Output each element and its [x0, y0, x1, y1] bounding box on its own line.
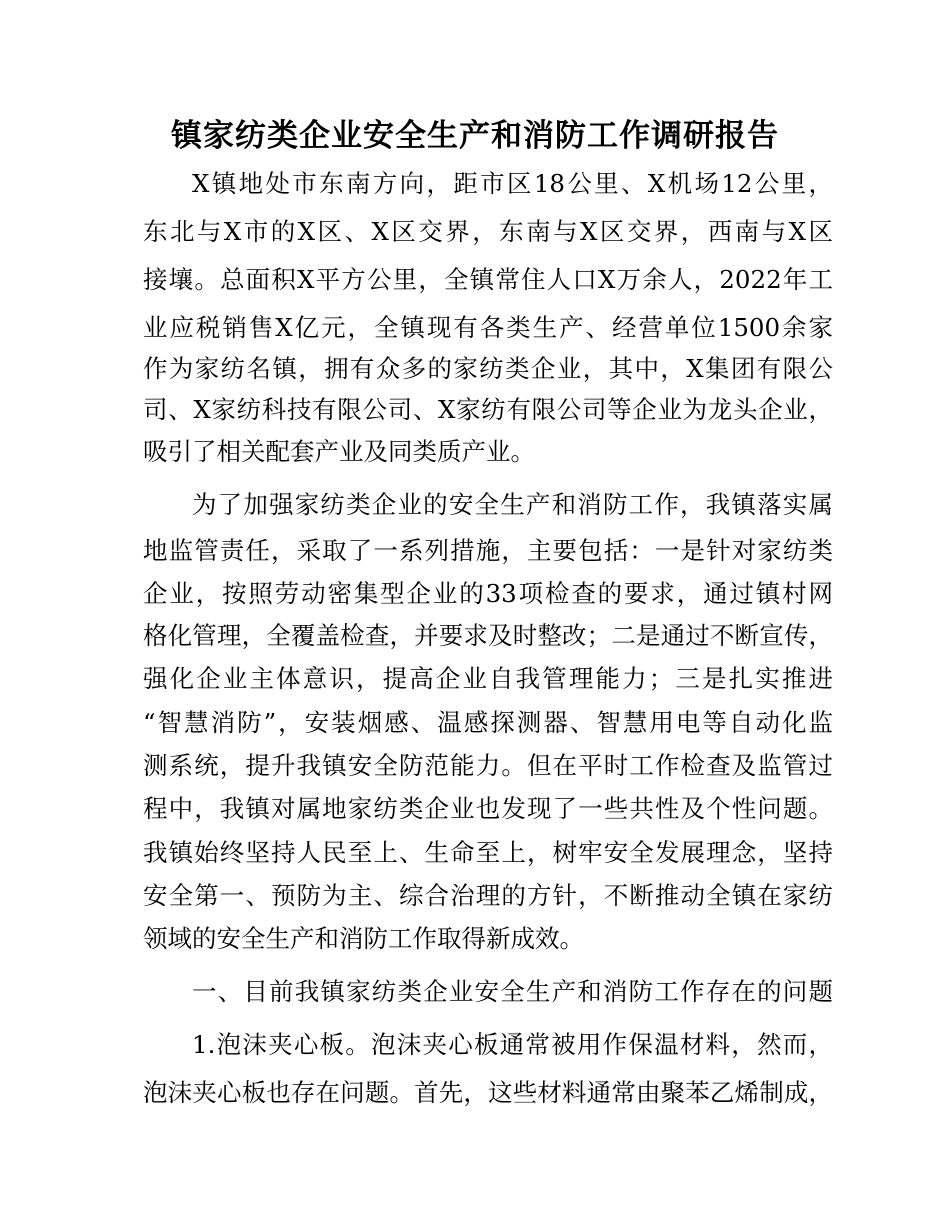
paragraph-line: 领域的安全生产和消防工作取得新成效。	[143, 924, 584, 953]
paragraph-line: 安全第一、预防为主、综合治理的方针，不断推动全镇在家纺	[143, 881, 833, 910]
paragraph-line: 接壤。总面积X平方公里，全镇常住人口X万余人，2022年工	[143, 265, 833, 294]
paragraph-line: 司、X家纺科技有限公司、X家纺有限公司等企业为龙头企业，	[143, 395, 833, 424]
paragraph-line: 1.泡沫夹心板。泡沫夹心板通常被用作保温材料，然而，	[192, 1030, 833, 1059]
paragraph-line: 企业，按照劳动密集型企业的33项检查的要求，通过镇村网	[143, 579, 833, 608]
paragraph-line: X镇地处市东南方向，距市区18公里、X机场12公里，	[192, 169, 833, 198]
paragraph-line: 测系统，提升我镇安全防范能力。但在平时工作检查及监管过	[143, 751, 833, 780]
paragraph-line: 强化企业主体意识，提高企业自我管理能力；三是扎实推进	[143, 664, 833, 693]
paragraph-line: 为了加强家纺类企业的安全生产和消防工作，我镇落实属	[192, 490, 833, 519]
paragraph-line: 东北与X市的X区、X区交界，东南与X区交界，西南与X区	[143, 217, 833, 246]
paragraph-line: “智慧消防”，安装烟感、温感探测器、智慧用电等自动化监	[143, 708, 833, 737]
paragraph-line: 格化管理，全覆盖检查，并要求及时整改；二是通过不断宣传，	[143, 621, 833, 650]
paragraph-line: 吸引了相关配套产业及同类质产业。	[143, 437, 535, 466]
paragraph-line: 地监管责任，采取了一系列措施，主要包括：一是针对家纺类	[143, 536, 833, 565]
paragraph-line: 业应税销售X亿元，全镇现有各类生产、经营单位1500余家	[143, 313, 833, 342]
paragraph-line: 泡沫夹心板也存在问题。首先，这些材料通常由聚苯乙烯制成，	[143, 1078, 833, 1107]
section-heading: 一、目前我镇家纺类企业安全生产和消防工作存在的问题	[192, 977, 833, 1006]
paragraph-line: 我镇始终坚持人民至上、生命至上，树牢安全发展理念，坚持	[143, 838, 833, 867]
paragraph-line: 程中，我镇对属地家纺类企业也发现了一些共性及个性问题。	[143, 794, 833, 823]
document-title: 镇家纺类企业安全生产和消防工作调研报告	[171, 118, 779, 154]
paragraph-line: 作为家纺名镇，拥有众多的家纺类企业，其中，X集团有限公	[143, 354, 833, 383]
